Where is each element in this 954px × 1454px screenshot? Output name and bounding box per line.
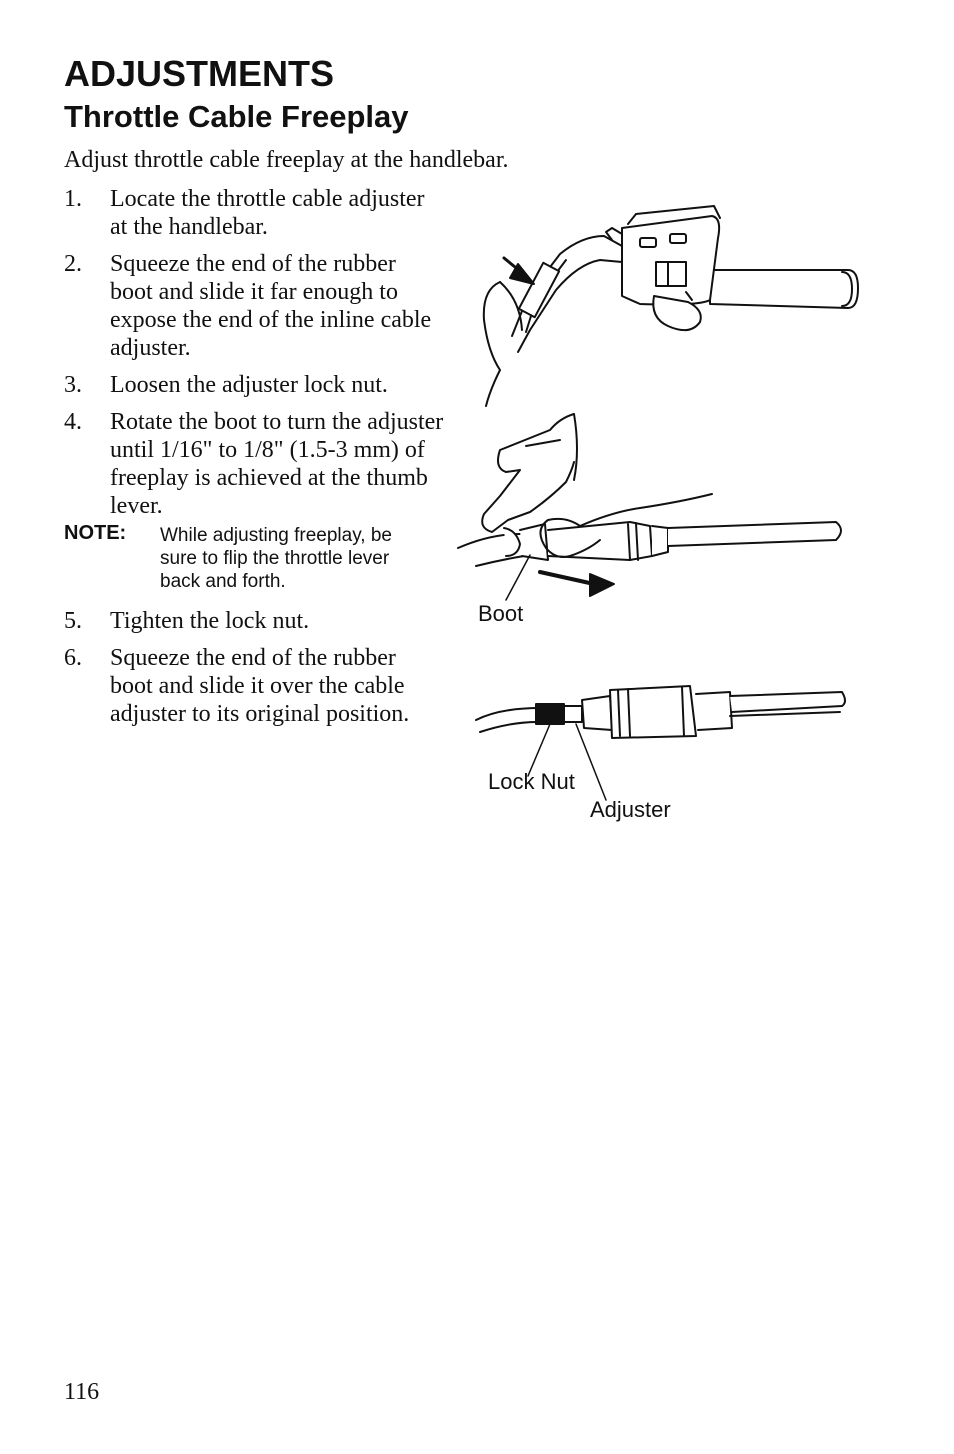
page-title: Throttle Cable Freeplay xyxy=(64,99,409,134)
step-number: 2. xyxy=(64,251,82,277)
handlebar-throttle-illustration xyxy=(484,206,858,406)
lock-nut-label: Lock Nut xyxy=(488,769,575,794)
step-number: 5. xyxy=(64,608,82,634)
adjuster-label: Adjuster xyxy=(590,797,671,822)
boot-squeeze-illustration xyxy=(458,414,841,600)
step-number: 1. xyxy=(64,186,82,212)
step-number: 3. xyxy=(64,372,82,398)
note-text: While adjusting freeplay, be sure to flip the throttle lever back and forth. xyxy=(160,525,392,592)
step-text: Squeeze the end of the rubber boot and slide it over the cable adjuster to its original position. xyxy=(110,645,410,727)
step-number: 4. xyxy=(64,409,82,435)
section-heading: ADJUSTMENTS xyxy=(64,53,335,94)
intro-text: Adjust throttle cable freeplay at the handlebar. xyxy=(64,147,509,173)
note-label: NOTE: xyxy=(64,522,127,544)
step-text: Loosen the adjuster lock nut. xyxy=(110,372,388,398)
page-number: 116 xyxy=(64,1379,100,1405)
step-text: Rotate the boot to turn the adjuster until 1/16" to 1/8" (1.5-3 mm) of freeplay is achieved at the thumb lever. xyxy=(110,409,444,519)
boot-label: Boot xyxy=(478,601,524,626)
step-text: Locate the throttle cable adjuster at the handlebar. xyxy=(110,186,425,240)
step-number: 6. xyxy=(64,645,82,671)
step-text: Tighten the lock nut. xyxy=(110,608,310,634)
step-text: Squeeze the end of the rubber boot and slide it far enough to expose the end of the inline cable adjuster. xyxy=(110,251,432,361)
